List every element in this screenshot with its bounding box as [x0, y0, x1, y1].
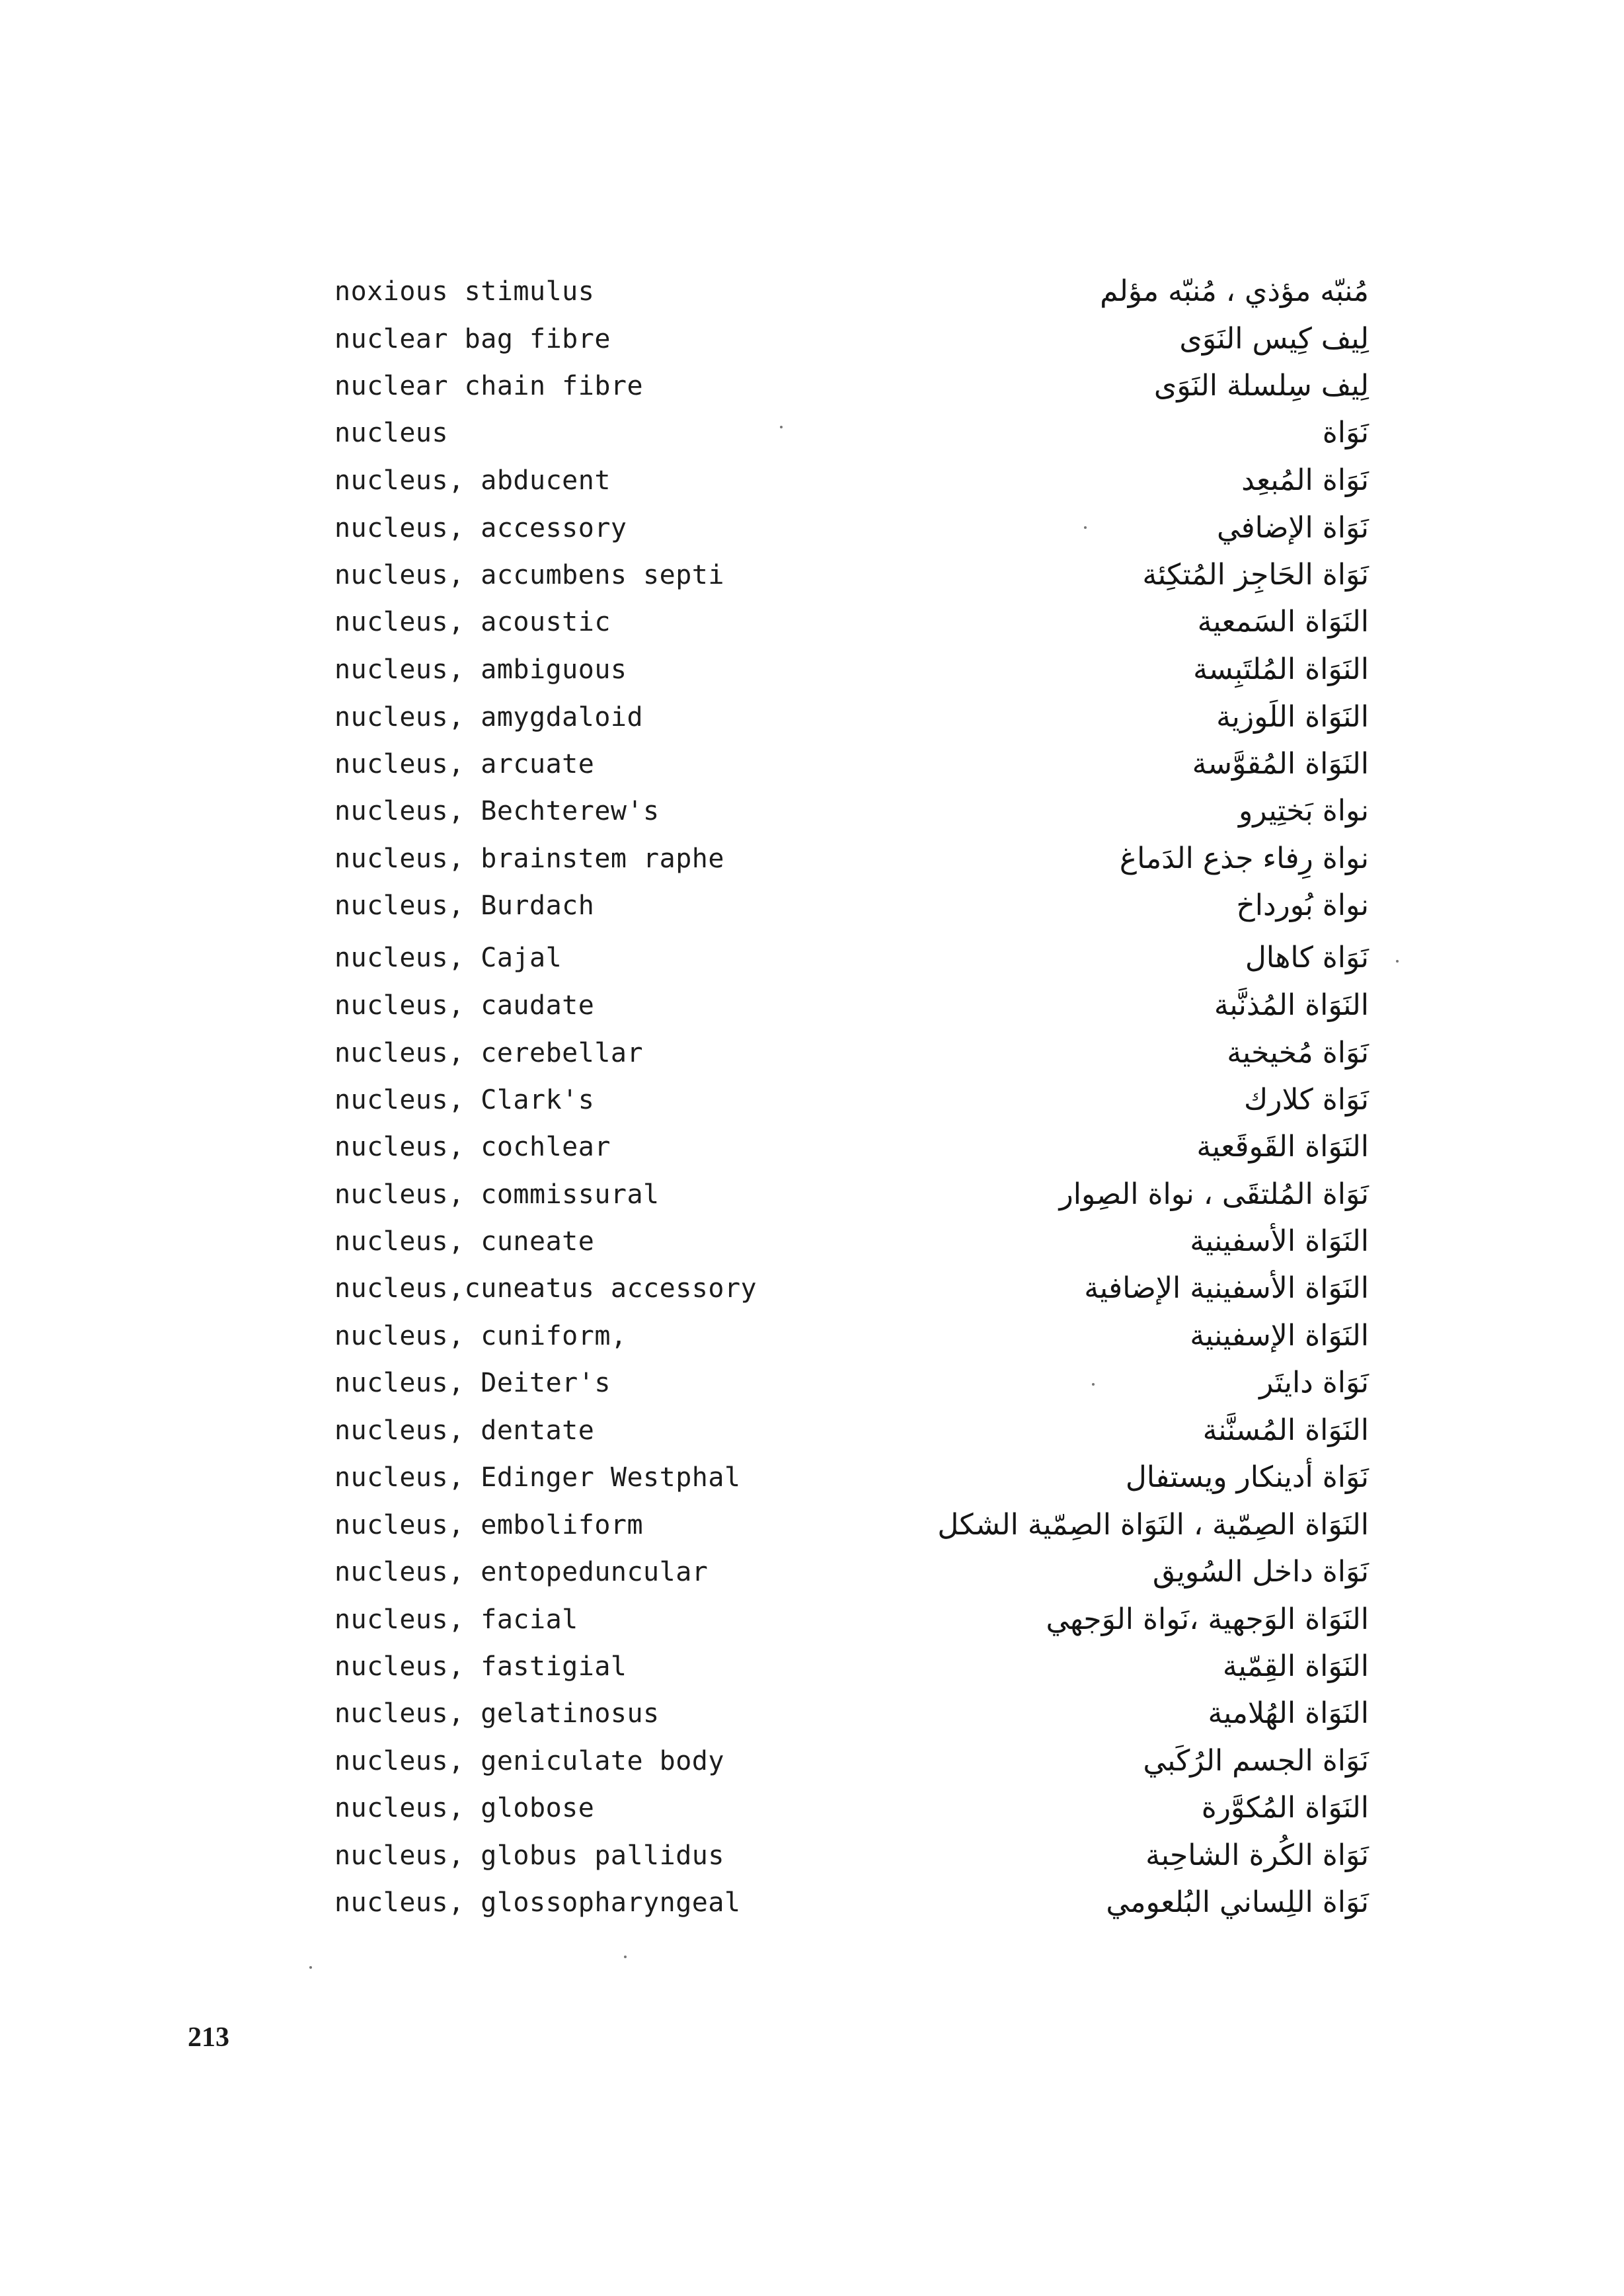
english-term: nucleus, abducent [334, 465, 611, 496]
dictionary-entry [0, 410, 1624, 456]
english-term: nucleus, Clark's [334, 1085, 595, 1115]
arabic-translation: مُنبّه مؤذي ، مُنبّه مؤلم [1100, 274, 1369, 308]
arabic-translation: نَوَاة الجسم الرُكَبي [1143, 1744, 1369, 1778]
english-term: nucleus, ambiguous [334, 654, 627, 685]
arabic-translation: النَوَاة الهُلامية [1208, 1696, 1369, 1730]
dictionary-entry [0, 363, 1624, 409]
page-number: 213 [188, 2022, 229, 2053]
dictionary-entry [0, 647, 1624, 693]
arabic-translation: النَوَاة المُكوَّرة [1201, 1791, 1369, 1825]
dictionary-entry [0, 1880, 1624, 1926]
dictionary-entry [0, 1690, 1624, 1737]
english-term: nucleus [334, 418, 449, 448]
english-term: nucleus,cuneatus accessory [334, 1273, 757, 1304]
scan-speck [1092, 1383, 1095, 1386]
arabic-translation: نواة بُورداخ [1236, 889, 1369, 922]
arabic-translation: لِيف سِلسلة النَوَى [1153, 369, 1369, 403]
arabic-translation: النَوَاة المُقوَّسة [1192, 747, 1369, 781]
english-term: nuclear chain fibre [334, 371, 644, 401]
dictionary-entry [0, 552, 1624, 598]
english-term: nucleus, emboliform [334, 1510, 644, 1540]
english-term: nucleus, dentate [334, 1415, 595, 1446]
english-term: nucleus, cuniform, [334, 1321, 627, 1351]
arabic-translation: نواة رِفاء جذع الدَماغ [1119, 842, 1369, 875]
english-term: nucleus, arcuate [334, 749, 595, 779]
arabic-translation: نَوَاة كاهال [1245, 941, 1369, 974]
arabic-translation: النَوَاة المُذنَّبة [1214, 988, 1369, 1022]
arabic-translation: نَوَاة المُبعِد [1241, 463, 1369, 497]
scan-speck [780, 426, 783, 428]
dictionary-entry [0, 599, 1624, 645]
arabic-translation: النَوَاة القَوقَعية [1196, 1130, 1369, 1164]
english-term: nucleus, accessory [334, 513, 627, 543]
dictionary-entry [0, 1077, 1624, 1123]
scan-speck [1084, 526, 1087, 529]
dictionary-entry [0, 741, 1624, 787]
arabic-translation: النَوَاة الإسفينية [1190, 1319, 1369, 1353]
english-term: nucleus, fastigial [334, 1651, 627, 1682]
english-term: noxious stimulus [334, 276, 595, 307]
arabic-translation: نَوَاة مُخيخية [1227, 1036, 1369, 1070]
dictionary-entry [0, 1407, 1624, 1454]
dictionary-entry [0, 1218, 1624, 1265]
english-term: nucleus, cerebellar [334, 1038, 644, 1068]
english-term: nucleus, commissural [334, 1179, 660, 1210]
english-term: nucleus, geniculate body [334, 1746, 724, 1776]
arabic-translation: النَوَاة اللَوزية [1216, 700, 1369, 734]
dictionary-entry [0, 1360, 1624, 1406]
dictionary-entry [0, 1454, 1624, 1501]
english-term: nucleus, Bechterew's [334, 796, 660, 826]
arabic-translation: نَوَاة دايتَر [1259, 1366, 1369, 1400]
arabic-translation: نَوَاة كلارك [1244, 1083, 1369, 1117]
dictionary-entry [0, 505, 1624, 551]
english-term: nucleus, gelatinosus [334, 1698, 660, 1729]
dictionary-entry [0, 935, 1624, 981]
dictionary-entry [0, 316, 1624, 362]
english-term: nuclear bag fibre [334, 324, 611, 354]
arabic-translation: النَوَاة المُسنَّنة [1202, 1413, 1369, 1447]
dictionary-entry [0, 1597, 1624, 1643]
english-term: nucleus, cuneate [334, 1226, 595, 1257]
english-term: nucleus, brainstem raphe [334, 844, 724, 874]
english-term: nucleus, globus pallidus [334, 1841, 724, 1871]
english-term: nucleus, glossopharyngeal [334, 1887, 741, 1918]
dictionary-entry [0, 1738, 1624, 1784]
english-term: nucleus, Edinger Westphal [334, 1462, 741, 1493]
dictionary-entry [0, 1171, 1624, 1218]
arabic-translation: النَوَاة المُلتَبِسة [1193, 653, 1369, 686]
arabic-translation: نواة بَختِيرو [1239, 794, 1369, 828]
arabic-translation: نَوَاة أدينكار ويستفال [1125, 1460, 1369, 1494]
arabic-translation: النَوَاة الوَجهية ،نَواة الوَجهي [1046, 1603, 1369, 1636]
english-term: nucleus, acoustic [334, 607, 611, 637]
english-term: nucleus, Burdach [334, 891, 595, 921]
english-term: nucleus, Cajal [334, 943, 562, 973]
dictionary-entry [0, 1833, 1624, 1879]
dictionary-entry [0, 1313, 1624, 1359]
english-term: nucleus, amygdaloid [334, 702, 644, 732]
dictionary-entry [0, 1643, 1624, 1690]
dictionary-entry [0, 1549, 1624, 1595]
dictionary-entry [0, 1785, 1624, 1831]
dictionary-entry [0, 694, 1624, 740]
english-term: nucleus, cochlear [334, 1132, 611, 1162]
scan-speck [309, 1966, 312, 1969]
english-term: nucleus, globose [334, 1793, 595, 1823]
english-term: nucleus, accumbens septi [334, 560, 724, 590]
dictionary-entry [0, 1124, 1624, 1170]
english-term: nucleus, entopeduncular [334, 1557, 709, 1587]
dictionary-entry [0, 836, 1624, 882]
arabic-translation: نَوَاة [1322, 416, 1369, 450]
english-term: nucleus, caudate [334, 990, 595, 1021]
arabic-translation: نَوَاة المُلتقَى ، نواة الصِوار [1059, 1177, 1369, 1211]
scan-speck [1396, 960, 1399, 963]
dictionary-entry [0, 1265, 1624, 1312]
dictionary-entry [0, 1502, 1624, 1548]
dictionary-entry [0, 788, 1624, 834]
arabic-translation: النَوَاة السَمعية [1197, 605, 1369, 639]
arabic-translation: النَوَاة الأسفينية [1190, 1224, 1369, 1258]
arabic-translation: النَوَاة الصِمّية ، النَوَاة الصِمّية الشكل [937, 1508, 1369, 1542]
arabic-translation: نَوَاة الكُرة الشاحِبة [1145, 1839, 1369, 1872]
dictionary-entry [0, 883, 1624, 929]
arabic-translation: لِيف كِيس النَوَى [1179, 322, 1369, 356]
arabic-translation: نَوَاة الإضافي [1216, 511, 1369, 545]
dictionary-entry [0, 457, 1624, 504]
english-term: nucleus, facial [334, 1604, 578, 1635]
arabic-translation: نَوَاة داخل السُويق [1152, 1555, 1369, 1589]
english-term: nucleus, Deiter's [334, 1368, 611, 1398]
arabic-translation: النَوَاة الأسفينية الإضافية [1084, 1271, 1369, 1305]
arabic-translation: نَوَاة الحَاجِز المُتكِئة [1142, 558, 1369, 592]
dictionary-entry [0, 1030, 1624, 1076]
arabic-translation: النَوَاة القِمّية [1222, 1649, 1369, 1683]
dictionary-entry [0, 982, 1624, 1029]
arabic-translation: نَوَاة اللِساني البُلعومي [1106, 1885, 1369, 1919]
dictionary-entry [0, 268, 1624, 315]
scan-speck [624, 1956, 627, 1958]
